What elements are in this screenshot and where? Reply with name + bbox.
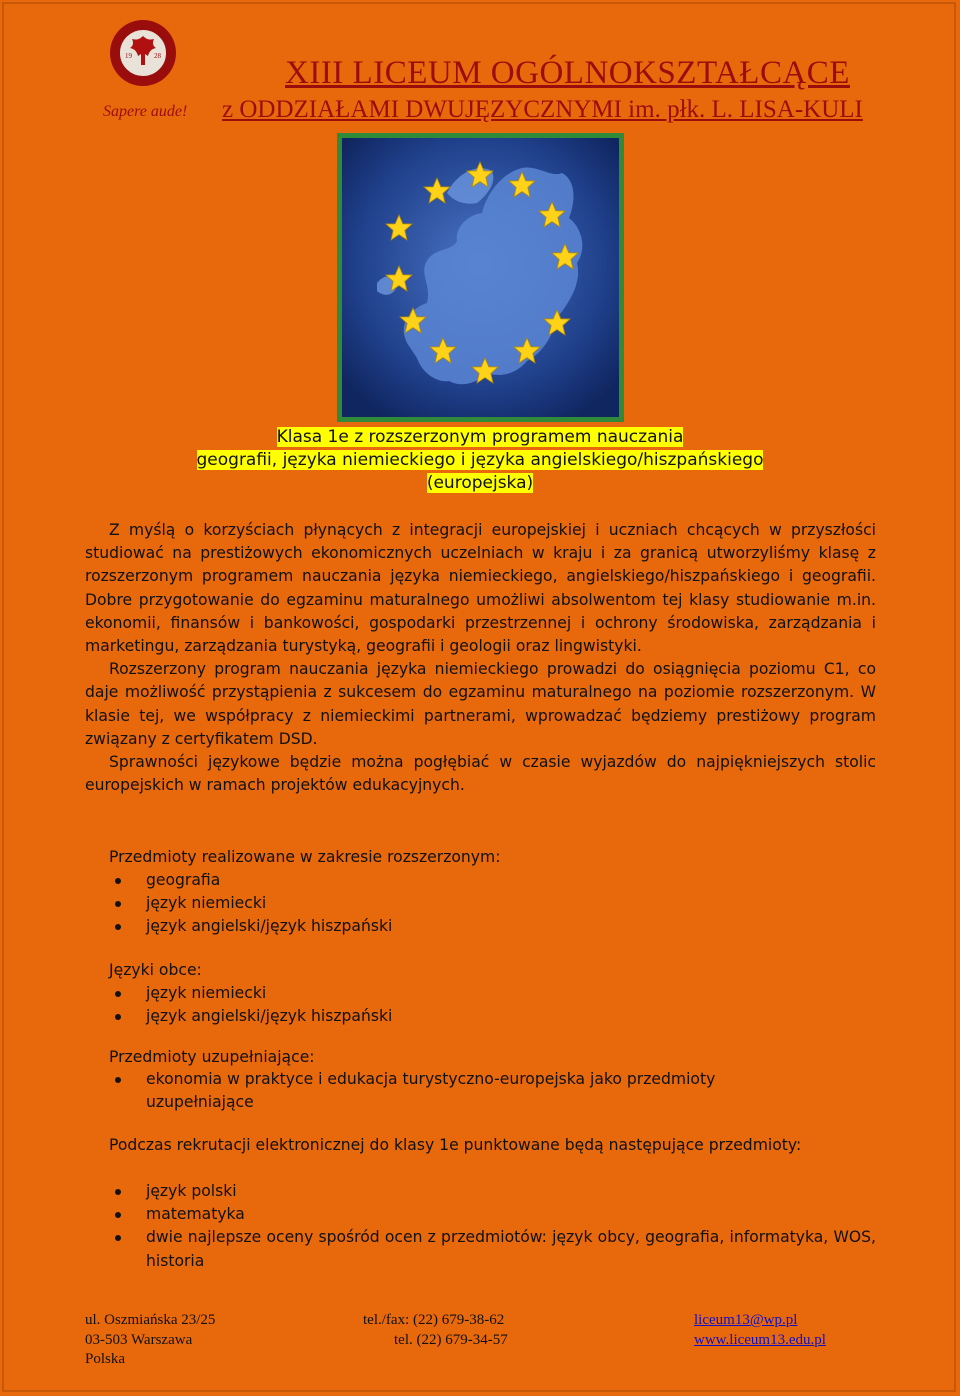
address-city: 03-503 Warszawa <box>85 1331 193 1348</box>
phone-fax: tel./fax: (22) 679-38-62 <box>363 1312 505 1328</box>
list-item: ekonomia w praktyce i edukacja turystyczno-europejska jako przedmioty uzupełniające <box>110 1068 810 1114</box>
list-item: język angielski/język hiszpański <box>110 1005 876 1028</box>
foreign-languages-list <box>110 982 876 1028</box>
school-emblem-icon <box>108 18 178 88</box>
address-street: ul. Oszmiańska 23/25 <box>85 1312 216 1328</box>
list-item: geografia <box>110 869 876 892</box>
list-item: dwie najlepsze oceny spośród ocen z przedmiotów: język obcy, geografia, informatyka, WOS, historia <box>110 1226 876 1272</box>
footer-contact <box>694 1311 826 1350</box>
class-title-line3: (europejska) <box>426 473 534 493</box>
footer-address <box>85 1311 215 1370</box>
list-item: matematyka <box>110 1203 876 1226</box>
extended-subjects-list <box>110 869 876 939</box>
intro-paragraph: Z myślą o korzyściach płynących z integracji europejskiej i uczniach chcących w przyszłości studiować na prestiżowych ekonomicznych uczelniach w kraju i za granicą utworzyliśmy klasę z rozszerzonym programem nauczania języka niemieckiego, angielskiego/hiszpańskiego i geografii. Dobre przygotowanie do egzaminu maturalnego umożliwi absolwentom tej klasy studiowanie m.in. ekonomii, finansów i bankowości, gospodarki przestrzennej i ochrony środowiska, zarządzania i marketingu, zarządzania turystyką, geografii i geologii oraz lingwistyki. <box>85 521 876 656</box>
list-item: język niemiecki <box>110 982 876 1005</box>
list-item: język polski <box>110 1180 876 1203</box>
supplementary-subjects-list <box>110 1068 810 1114</box>
phone: tel. (22) 679-34-57 <box>394 1331 508 1348</box>
website-link[interactable]: www.liceum13.edu.pl <box>694 1331 826 1348</box>
eu-map-image <box>337 133 624 422</box>
address-country: Polska <box>85 1351 126 1367</box>
list-item: język niemiecki <box>110 892 876 915</box>
svg-text:28: 28 <box>154 52 161 60</box>
supplementary-subjects-heading: Przedmioty uzupełniające: <box>109 1048 315 1066</box>
class-title <box>0 426 960 495</box>
school-motto: Sapere aude! <box>103 103 188 120</box>
class-title-line2: geografii, języka niemieckiego i języka angielskiego/hiszpańskiego <box>196 450 764 470</box>
email-link[interactable]: liceum13@wp.pl <box>694 1312 798 1328</box>
intro-paragraph: Rozszerzony program nauczania języka niemieckiego prowadzi do osiągnięcia poziomu C1, co daje możliwość przystąpienia z sukcesem do egzaminu maturalnego na poziomie rozszerzonym. W klasie tej, we współpracy z niemieckimi partnerami, wprowadzać będziemy prestiżowy program związany z certyfikatem DSD. <box>85 660 876 748</box>
intro-paragraph: Sprawności językowe będzie można pogłębiać w czasie wyjazdów do najpiękniejszych stolic europejskich w ramach projektów edukacyjnych. <box>85 753 876 795</box>
footer-phones <box>363 1311 508 1350</box>
intro-text <box>85 519 876 797</box>
list-item: język angielski/język hiszpański <box>110 915 876 938</box>
recruitment-list <box>110 1180 876 1273</box>
svg-text:19: 19 <box>125 52 132 60</box>
class-title-line1: Klasa 1e z rozszerzonym programem nauczania <box>276 427 684 447</box>
recruitment-text: Podczas rekrutacji elektronicznej do klasy 1e punktowane będą następujące przedmioty: <box>109 1136 802 1154</box>
extended-subjects-heading: Przedmioty realizowane w zakresie rozszerzonym: <box>109 848 501 866</box>
school-name-title: XIII LICEUM OGÓLNOKSZTAŁCĄCE <box>285 55 850 91</box>
school-name-subtitle: z ODDZIAŁAMI DWUJĘZYCZNYMI im. płk. L. LISA-KULI <box>222 96 863 123</box>
foreign-languages-heading: Języki obce: <box>109 961 202 979</box>
